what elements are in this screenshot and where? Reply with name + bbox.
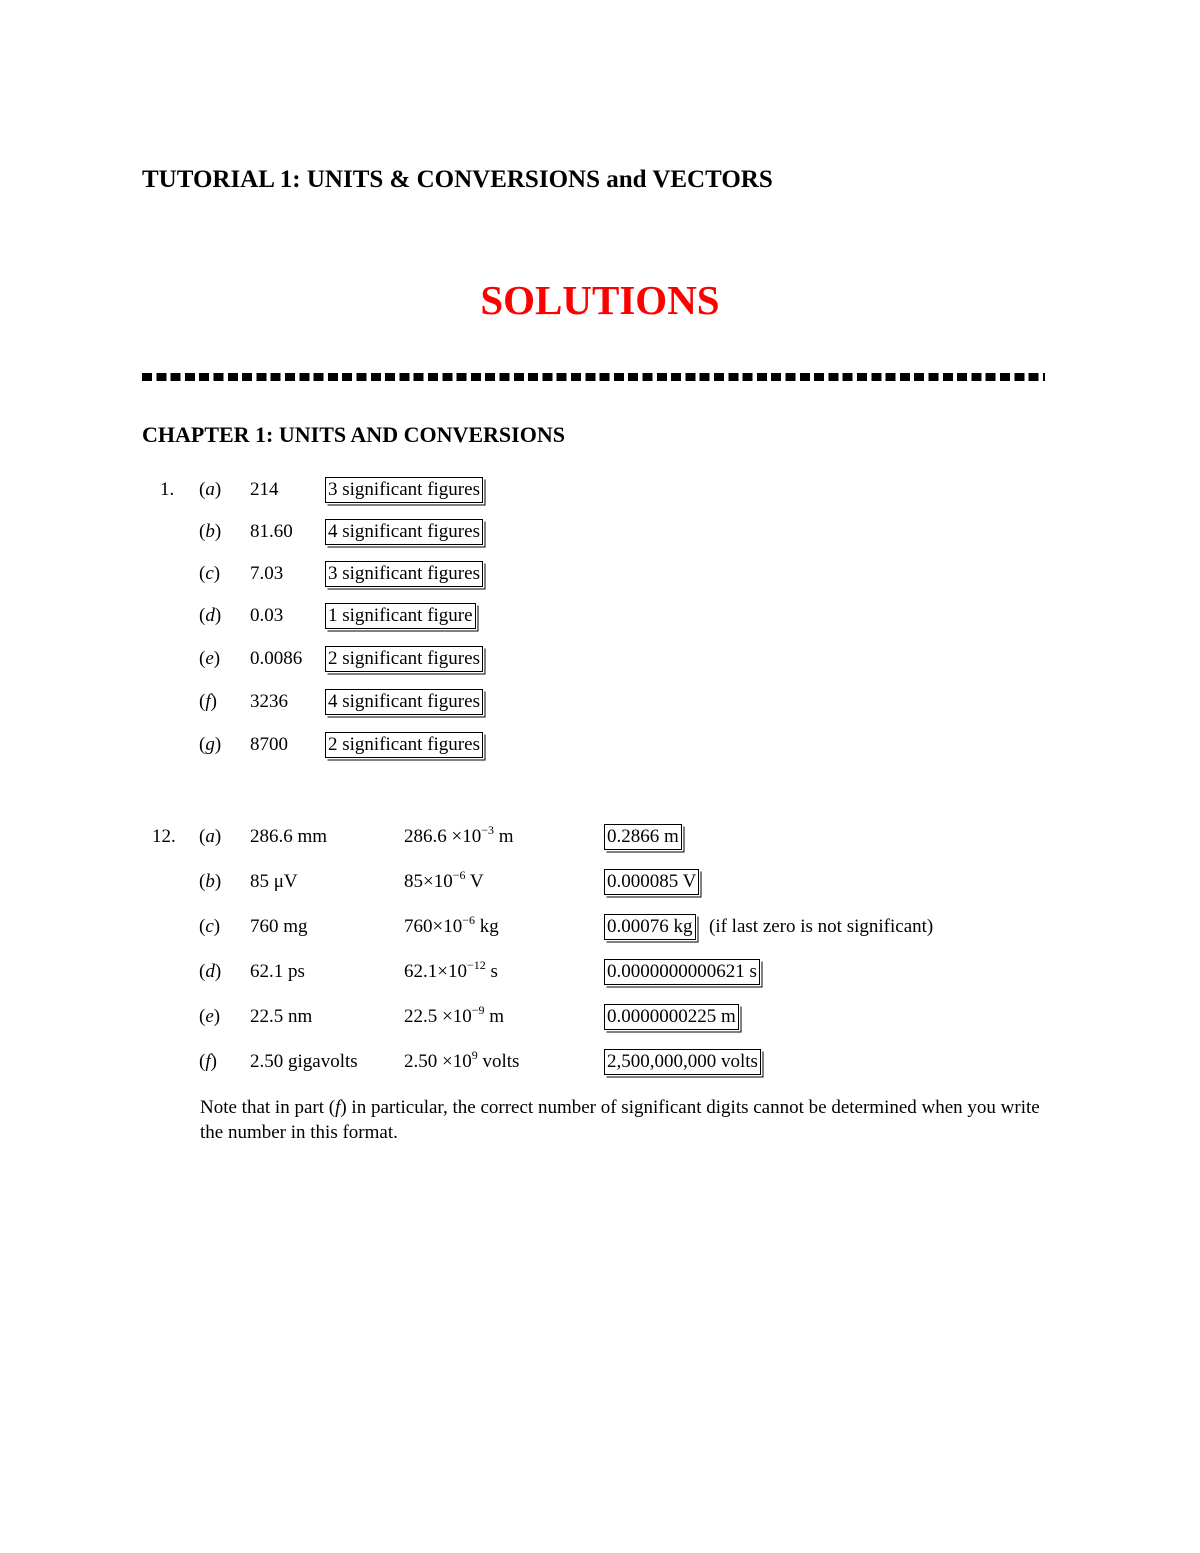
q12-row-c-label: (c) [199, 916, 221, 937]
chapter-heading: CHAPTER 1: UNITS AND CONVERSIONS [142, 422, 565, 447]
q12-row-a-scientific: $286.6 \times 10^{-3}$ m [404, 823, 514, 847]
q1-row-b-answer: 4 significant figures [325, 519, 483, 545]
q1-row-b-label: (b) [199, 521, 222, 542]
q12-row-c-comment: (if last zero is not significant) [709, 916, 934, 937]
q1-row-f-answer: 4 significant figures [325, 689, 483, 715]
q12-row-b-given: 85 μV [250, 871, 298, 892]
dashed-divider [142, 373, 1045, 381]
solutions-heading: SOLUTIONS [480, 277, 720, 323]
q12-row-e-answer: 0.0000000225 m [604, 1004, 739, 1030]
q1-row-g-value: 8700 [250, 734, 288, 755]
q12-row-b-scientific: $85\times 10^{-6}$ V [404, 868, 484, 892]
q1-row-a-value: 214 [250, 479, 279, 500]
q1-row-d-value: 0.03 [250, 605, 284, 626]
q1-row-e-label: (e) [199, 648, 221, 669]
q1-row-b-value: 81.60 [250, 521, 293, 542]
q12-row-a-given: 286.6 mm [250, 826, 328, 847]
q12-row-f-given: 2.50 gigavolts [250, 1051, 358, 1072]
q1-row-e-answer: 2 significant figures [325, 646, 483, 672]
q12-row-d-label: (d) [199, 961, 222, 982]
q1-row-d-answer: 1 significant figure [325, 603, 476, 629]
q12-row-b-label: (b) [199, 871, 222, 892]
q12-row-e-given: 22.5 nm [250, 1006, 313, 1027]
q1-row-f-value: 3236 [250, 691, 288, 712]
q12-row-c-given: 760 mg [250, 916, 308, 937]
q1-row-c-answer: 3 significant figures [325, 561, 483, 587]
q12-row-d-scientific: $62.1\times 10^{-12}$ s [404, 958, 498, 982]
q12-row-e-scientific: $22.5 \times 10^{-9}$ m [404, 1003, 505, 1027]
q12-row-d-answer: 0.0000000000621 s [604, 959, 760, 985]
question-1-number: 1. [160, 479, 175, 500]
q12-row-e-label: (e) [199, 1006, 221, 1027]
q12-row-a-label: (a) [199, 826, 222, 847]
document-title: TUTORIAL 1: UNITS & CONVERSIONS and VECTORS [142, 166, 773, 193]
q1-row-c-value: 7.03 [250, 563, 284, 584]
q12-note: Note that in part (f) in particular, the correct number of significant digits cannot be determined when you write the number in this format. [200, 1097, 1040, 1143]
q1-row-f-label: (f) [199, 691, 217, 712]
q1-row-g-answer: 2 significant figures [325, 732, 483, 758]
question-12-number: 12. [152, 826, 176, 847]
q12-row-f-answer: 2,500,000,000 volts [604, 1049, 761, 1075]
q1-row-a-answer: 3 significant figures [325, 477, 483, 503]
q1-row-g-label: (g) [199, 734, 222, 755]
q1-row-c-label: (c) [199, 563, 221, 584]
q1-row-e-value: 0.0086 [250, 648, 303, 669]
q12-row-b-answer: 0.000085 V [604, 869, 699, 895]
q1-row-d-label: (d) [199, 605, 222, 626]
q12-row-f-scientific: $2.50 \times 10^9$ volts [404, 1048, 520, 1072]
q12-row-a-answer: 0.2866 m [604, 824, 682, 850]
q1-row-a-label: (a) [199, 479, 222, 500]
q12-row-f-label: (f) [199, 1051, 217, 1072]
q12-row-d-given: 62.1 ps [250, 961, 305, 982]
q12-row-c-answer: 0.00076 kg [604, 914, 696, 940]
q12-row-c-scientific: $760\times 10^{-6}$ kg [404, 913, 499, 937]
